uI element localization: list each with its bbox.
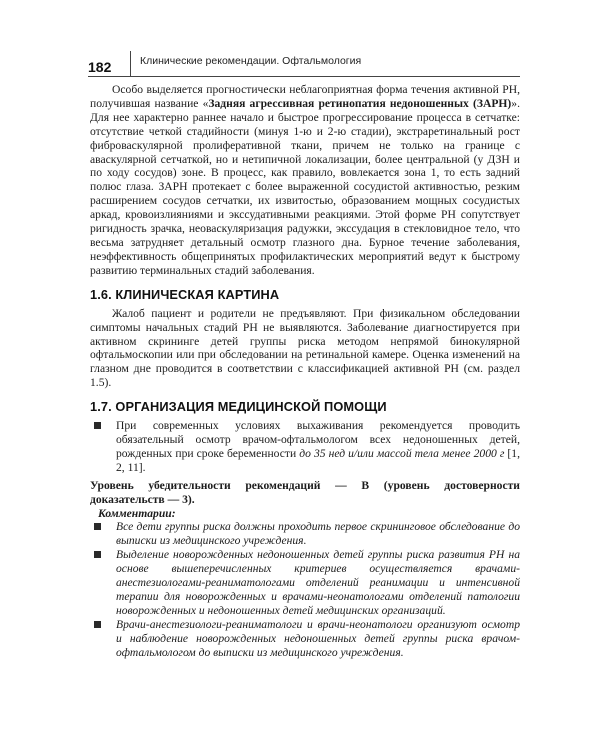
- comment-item: [90, 520, 520, 548]
- header-divider: [130, 51, 131, 76]
- comment-text: Выделение новорожденных недоношенных детей группы риска развития РН на основе вышеперечисленных критериев осуществляется врачами-анестезиологами-реаниматологами отделений реанимации и интенсивной терапии для новорожденных и врачами-неонатологами отделений патологии новорожденных и недоношенных детей медицинских организаций.: [116, 548, 520, 617]
- intro-text-rest: ». Для нее характерно раннее начало и быстрое прогрессирование процесса в сетчатке: отсутствие четкой стадийности (минуя 1-ю и 2-ю стадии), экстраретинальный рост фиброваскулярной пролиферативной ткани, причем не только на границе с аваскулярной сетчаткой, но и нетипичной локализации, более центральной (у ДЗН и по ходу сосудов) зоне. В процесс, как правило, вовлекается зона 1, то есть задний полюс глаза. ЗАРН протекает с более выраженной сосудистой активностью, резким расширением сосудов сетчатки, их извитостью, образованием мощных сосудистых аркад, кровоизлияниями и экссудативными реакциями. Этой форме РН сопутствует ригидность зрачка, неоваскуляризация радужки, экссудация в стекловидное тело, что весьма затрудняет детальный осмотр глазного дна. Бурное течение заболевания, неэффективность общепринятых профилактических мероприятий ведут к быстрому развитию терминальных стадий заболевания.: [90, 96, 520, 277]
- clinical-picture-paragraph: Жалоб пациент и родители не предъявляют. При физикальном обследовании симптомы начальных стадий РН не выявляются. Заболевание диагностируется при активном скрининге детей группы риска методом непрямой бинокулярной офтальмоскопии или при обследовании на ретинальной камере. Оценка изменений на глазном дне проводится в соответствии с классификацией активной РН (см. раздел 1.5).: [90, 306, 520, 390]
- square-bullet-icon: [94, 551, 101, 558]
- section-heading-clinical-picture: 1.6. КЛИНИЧЕСКАЯ КАРТИНА: [90, 286, 280, 302]
- section-heading-organization: 1.7. ОРГАНИЗАЦИЯ МЕДИЦИНСКОЙ ПОМОЩИ: [90, 399, 387, 415]
- comments-list: [90, 520, 520, 659]
- recommendation-criteria: до 35 нед и/или массой тела менее 2000 г: [299, 446, 505, 460]
- evidence-level: Уровень убедительности рекомендаций — В (уровень достоверности доказательств — 3).: [90, 478, 520, 506]
- running-header: [88, 51, 520, 77]
- comment-item: [90, 548, 520, 618]
- square-bullet-icon: [94, 523, 101, 530]
- page-number: 182: [88, 59, 112, 75]
- zarn-term: Задняя агрессивная ретинопатия недоношенных (ЗАРН): [208, 96, 512, 110]
- recommendation-list: [90, 419, 520, 475]
- recommendation-text: При современных условиях выхаживания рекомендуется проводить обязательный осмотр врачом-офтальмологом всех недоношенных детей, рожденных при сроке беременности: [116, 419, 520, 460]
- intro-paragraph: [90, 83, 520, 278]
- intro-text-start: Особо выделяется прогностически неблагоприятная форма течения активной РН, получившая название «: [90, 83, 520, 110]
- recommendation-refs: [1, 2, 11].: [116, 446, 520, 474]
- square-bullet-icon: [94, 621, 101, 628]
- comment-item: [90, 618, 520, 660]
- comment-text: Врачи-анестезиологи-реаниматологи и врачи-неонатологи организуют осмотр и наблюдение новорожденных недоношенных детей группы риска врачом-офтальмологом до выписки из медицинского учреждения.: [116, 617, 520, 659]
- square-bullet-icon: [94, 422, 101, 429]
- recommendation-item: [90, 419, 520, 475]
- page-body: [90, 83, 520, 660]
- running-title: Клинические рекомендации. Офтальмология: [140, 55, 362, 67]
- comment-text: Все дети группы риска должны проходить первое скрининговое обследование до выписки из медицинского учреждения.: [116, 520, 520, 548]
- comments-label: Комментарии:: [98, 506, 176, 520]
